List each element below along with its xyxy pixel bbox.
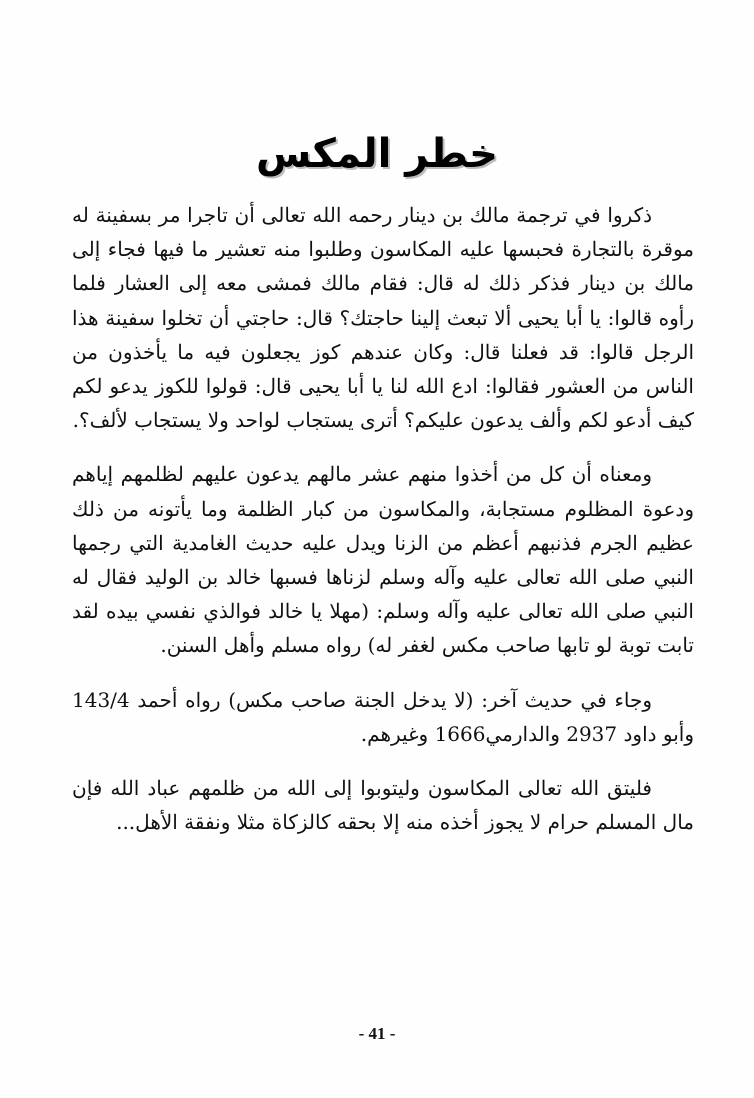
paragraph-malik-story: ذكروا في ترجمة مالك بن دينار رحمه الله تعالى أن تاجرا مر بسفينة له موقرة بالتجارة فحبسها عليه المكاسون وطلبوا منه تعشير ما فيها فجاء إلى مالك بن دينار فذكر ذلك له قال: فقام مالك فمشى معه إلى العشار فلما رأوه قالوا: يا أبا يحيى ألا تبعث إلينا حاجتك؟ قال: حاجتي أن تخلوا سفينة هذا الرجل قالوا: قد فعلنا قال: وكان عندهم كوز يجعلون فيه ما يأخذون من الناس من العشور فقالوا: ادع الله لنا يا أبا يحيى قال: قولوا للكوز يدعو لكم كيف أدعو لكم وألف يدعون عليكم؟ أترى يستجاب لواحد ولا يستجاب لألف؟. [72, 203, 694, 433]
page-number: - 41 - [358, 1024, 396, 1043]
paragraph-explanation: ومعناه أن كل من أخذوا منهم عشر مالهم يدعون عليهم لظلمهم إياهم ودعوة المظلوم مستجابة، والمكاسون من كبار الظلمة وما يأتونه من ذلك عظيم الجرم فذنبهم أعظم من الزنا ويدل عليه حديث الغامدية التي رجمها النبي صلى الله تعالى عليه وآله وسلم لزناها فسبها خالد بن الوليد فقال له النبي صلى الله تعالى عليه وآله وسلم: (مهلا يا خالد فوالذي نفسي بيده لقد تابت توبة لو تابها صاحب مكس لغفر له) رواه مسلم وأهل السنن. [72, 462, 694, 658]
page-title: خطر المكس [256, 131, 498, 177]
paragraph-conclusion: فليتق الله تعالى المكاسون وليتوبوا إلى الله من ظلمهم عباد الله فإن مال المسلم حرام لا يجوز أخذه منه إلا بحقه كالزكاة مثلا ونفقة الأهل... [72, 776, 694, 835]
paragraph-hadith: وجاء في حديث آخر: (لا يدخل الجنة صاحب مكس) رواه أحمد 143/4 وأبو داود 2937 والدارمي1666 وغيرهم. [72, 687, 694, 746]
body-text [72, 198, 694, 839]
title-container [0, 128, 754, 180]
